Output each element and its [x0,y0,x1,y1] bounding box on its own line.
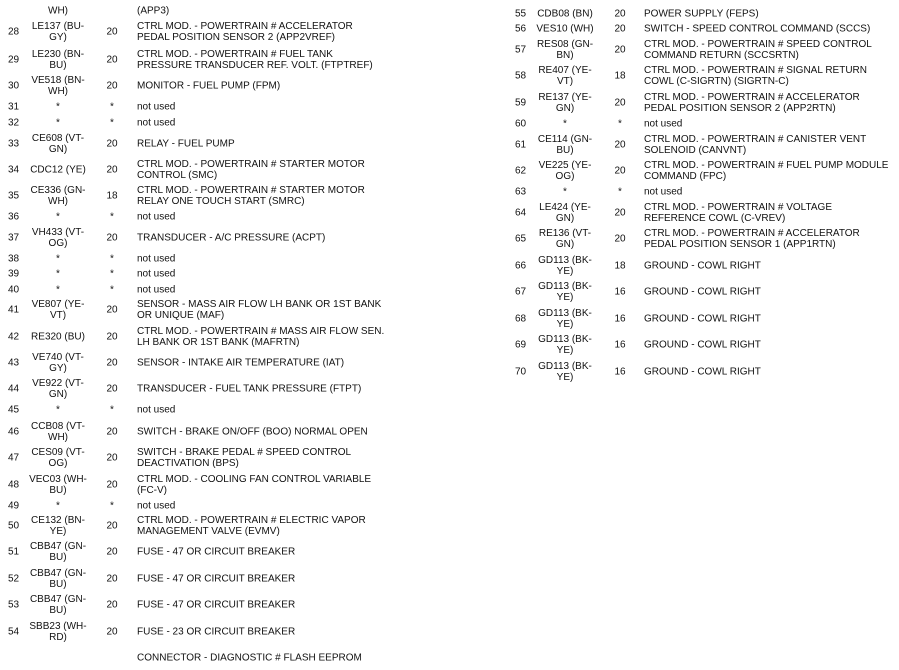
pin-cell: 34 [8,164,20,176]
pin-cell: 36 [8,211,20,223]
description-cell: CTRL MOD. - POWERTRAIN # ACCELERATOR PEDAL POSITION SENSOR 1 (APP1RTN) [644,228,860,250]
gauge-cell: * [110,404,114,416]
circuit-cell: SBB23 (WH- RD) [29,621,87,643]
pin-cell: 30 [8,80,20,92]
circuit-cell: CE132 (BN- YE) [31,515,85,537]
table-row [0,567,440,591]
table-row [0,420,440,444]
circuit-cell: * [563,118,567,130]
circuit-cell: VE225 (YE- OG) [538,160,592,182]
table-row [0,593,440,617]
table-row [505,64,899,88]
description-cell: CTRL MOD. - POWERTRAIN # VOLTAGE REFERENCE COWL (C-VREV) [644,202,832,224]
circuit-cell: LE424 (YE- GN) [539,202,591,224]
pin-cell: 57 [515,44,527,56]
pin-cell: 56 [515,23,527,35]
pin-cell: 61 [515,139,527,151]
pin-cell: 41 [8,304,20,316]
gauge-cell: 20 [106,331,118,343]
table-row [505,280,899,304]
gauge-cell: * [618,118,622,130]
pin-cell: 58 [515,70,527,82]
table-row [505,38,899,62]
circuit-cell: CBB47 (GN- BU) [29,594,87,616]
circuit-cell: CBB47 (GN- BU) [29,541,87,563]
circuit-cell: VES10 (WH) [536,23,594,35]
gauge-cell: 18 [614,260,626,272]
gauge-cell: 20 [106,54,118,66]
gauge-cell: 18 [614,70,626,82]
description-cell: FUSE - 47 OR CIRCUIT BREAKER [137,573,296,585]
gauge-cell: * [110,253,114,265]
pin-cell: 59 [515,97,527,109]
pin-cell: 64 [515,207,527,219]
gauge-cell: 20 [614,8,626,20]
gauge-cell: 20 [106,383,118,395]
description-cell: FUSE - 47 OR CIRCUIT BREAKER [137,599,296,611]
pin-cell: 68 [515,313,527,325]
description-cell: CTRL MOD. - POWERTRAIN # ACCELERATOR PEDAL POSITION SENSOR 2 (APP2RTN) [644,92,860,114]
description-cell: not used [137,404,176,416]
table-row [505,201,899,225]
circuit-cell: RE137 (YE- GN) [538,92,592,114]
gauge-cell: 20 [106,304,118,316]
description-cell: not used [644,118,683,130]
circuit-cell: CCB08 (VT- WH) [31,421,85,443]
circuit-cell: * [563,186,567,198]
description-cell: GROUND - COWL RIGHT [644,260,761,272]
description-cell: CTRL MOD. - POWERTRAIN # FUEL TANK PRESSURE TRANSDUCER REF. VOLT. (FTPTREF) [137,49,373,71]
circuit-cell: CE114 (GN- BU) [537,134,593,156]
circuit-cell: WH) [48,5,68,17]
table-row [0,20,440,44]
gauge-cell: 20 [106,232,118,244]
gauge-cell: 16 [614,366,626,378]
circuit-cell: VEC03 (WH- BU) [29,474,87,496]
circuit-cell: LE137 (BU- GY) [31,21,85,43]
pin-cell: 32 [8,117,20,129]
circuit-cell: CDC12 (YE) [30,164,86,176]
pin-cell: 60 [515,118,527,130]
circuit-cell: GD113 (BK- YE) [538,308,592,330]
gauge-cell: 16 [614,339,626,351]
gauge-cell: 20 [106,599,118,611]
description-cell: not used [137,101,176,113]
table-row [0,351,440,375]
circuit-cell: * [56,284,60,296]
gauge-cell: * [110,268,114,280]
circuit-cell: RE320 (BU) [31,331,85,343]
gauge-cell: * [110,284,114,296]
circuit-cell: VE807 (YE- VT) [31,299,85,321]
gauge-cell: 20 [106,426,118,438]
pin-cell: 66 [515,260,527,272]
pin-cell: 38 [8,253,20,265]
table-row [505,360,899,384]
gauge-cell: 20 [106,626,118,638]
table-row [0,514,440,538]
pin-cell: 39 [8,268,20,280]
gauge-cell: * [110,211,114,223]
gauge-cell: 20 [106,26,118,38]
description-cell: (APP3) [137,5,170,17]
pin-cell: 44 [8,383,20,395]
table-row [0,0,440,22]
gauge-cell: 20 [614,165,626,177]
table-row [0,48,440,72]
description-cell: MONITOR - FUEL PUMP (FPM) [137,80,281,92]
description-cell: CTRL MOD. - POWERTRAIN # MASS AIR FLOW SEN. LH BANK OR 1ST BANK (MAFRTN) [137,326,385,348]
table-row [505,133,899,157]
description-cell: CTRL MOD. - COOLING FAN CONTROL VARIABLE (FC-V) [137,474,372,496]
circuit-cell: VH433 (VT- OG) [31,227,85,249]
description-cell: CTRL MOD. - POWERTRAIN # FUEL PUMP MODULE COMMAND (FPC) [644,160,889,182]
pin-cell: 35 [8,190,20,202]
table-row [505,254,899,278]
pin-cell: 55 [515,8,527,20]
gauge-cell: 20 [106,452,118,464]
gauge-cell: 20 [614,233,626,245]
pin-cell: 46 [8,426,20,438]
circuit-cell: VE922 (VT- GN) [32,378,84,400]
circuit-cell: GD113 (BK- YE) [538,334,592,356]
pin-cell: 40 [8,284,20,296]
circuit-cell: * [56,500,60,512]
circuit-cell: CDB08 (BN) [537,8,593,20]
table-row [505,307,899,331]
pin-cell: 47 [8,452,20,464]
description-cell: not used [137,500,176,512]
description-cell: not used [137,253,176,265]
circuit-cell: RE136 (VT- GN) [538,228,592,250]
circuit-cell: CBB47 (GN- BU) [29,568,87,590]
description-cell: TRANSDUCER - FUEL TANK PRESSURE (FTPT) [137,383,362,395]
description-cell: GROUND - COWL RIGHT [644,313,761,325]
circuit-cell: * [56,101,60,113]
table-row [0,540,440,564]
description-cell: FUSE - 47 OR CIRCUIT BREAKER [137,546,296,558]
gauge-cell: 20 [106,546,118,558]
circuit-cell: GD113 (BK- YE) [538,281,592,303]
pin-cell: 69 [515,339,527,351]
gauge-cell: * [618,186,622,198]
gauge-cell: 20 [106,138,118,150]
description-cell: GROUND - COWL RIGHT [644,366,761,378]
circuit-cell: * [56,268,60,280]
pin-cell: 48 [8,479,20,491]
gauge-cell: 16 [614,286,626,298]
description-cell: CTRL MOD. - POWERTRAIN # SPEED CONTROL COMMAND RETURN (SCCSRTN) [644,39,872,61]
gauge-cell: 20 [614,207,626,219]
pin-cell: 65 [515,233,527,245]
description-cell: SWITCH - SPEED CONTROL COMMAND (SCCS) [644,23,871,35]
description-cell: GROUND - COWL RIGHT [644,339,761,351]
pin-cell: 70 [515,366,527,378]
circuit-cell: CE608 (VT- GN) [31,133,85,155]
gauge-cell: 20 [614,44,626,56]
pin-cell: 67 [515,286,527,298]
pin-cell: 45 [8,404,20,416]
description-cell: not used [644,186,683,198]
table-row [0,620,440,644]
description-cell: TRANSDUCER - A/C PRESSURE (ACPT) [137,232,326,244]
gauge-cell: * [110,101,114,113]
description-cell: CONNECTOR - DIAGNOSTIC # FLASH EEPROM [137,652,362,664]
circuit-cell: RES08 (GN- BN) [536,39,594,61]
description-cell: SWITCH - BRAKE PEDAL # SPEED CONTROL DEACTIVATION (BPS) [137,447,352,469]
gauge-cell: 20 [614,97,626,109]
pin-cell: 62 [515,165,527,177]
circuit-cell: * [56,404,60,416]
description-cell: RELAY - FUEL PUMP [137,138,235,150]
description-cell: CTRL MOD. - POWERTRAIN # CANISTER VENT SOLENOID (CANVNT) [644,134,867,156]
table-row [0,158,440,182]
table-row [0,298,440,322]
gauge-cell: 20 [106,479,118,491]
pin-cell: 31 [8,101,20,113]
description-cell: CTRL MOD. - POWERTRAIN # STARTER MOTOR RELAY ONE TOUCH START (SMRC) [137,185,365,207]
pin-cell: 51 [8,546,20,558]
gauge-cell: 20 [106,80,118,92]
circuit-cell: GD113 (BK- YE) [538,255,592,277]
pin-cell: 37 [8,232,20,244]
table-row [0,132,440,156]
gauge-cell: 18 [106,190,118,202]
circuit-cell: VE518 (BN- WH) [31,75,85,97]
circuit-cell: * [56,253,60,265]
table-row [505,333,899,357]
table-row [0,646,440,670]
circuit-cell: CE336 (GN- WH) [30,185,86,207]
gauge-cell: 20 [106,573,118,585]
description-cell: FUSE - 23 OR CIRCUIT BREAKER [137,626,296,638]
table-row [0,325,440,349]
pin-cell: 63 [515,186,527,198]
circuit-cell: * [56,117,60,129]
description-cell: not used [137,117,176,129]
circuit-cell: * [56,211,60,223]
description-cell: CTRL MOD. - POWERTRAIN # ELECTRIC VAPOR MANAGEMENT VALVE (EVMV) [137,515,366,537]
description-cell: SENSOR - INTAKE AIR TEMPERATURE (IAT) [137,357,345,369]
description-cell: CTRL MOD. - POWERTRAIN # ACCELERATOR PEDAL POSITION SENSOR 2 (APP2VREF) [137,21,353,43]
description-cell: GROUND - COWL RIGHT [644,286,761,298]
gauge-cell: 20 [106,520,118,532]
gauge-cell: 20 [614,23,626,35]
gauge-cell: 20 [106,357,118,369]
description-cell: CTRL MOD. - POWERTRAIN # SIGNAL RETURN COWL (C-SIGRTN) (SIGRTN-C) [644,65,867,87]
circuit-cell: CES09 (VT- OG) [31,447,85,469]
description-cell: not used [137,211,176,223]
pin-cell: 50 [8,520,20,532]
pin-cell: 52 [8,573,20,585]
table-row [505,227,899,251]
gauge-cell: 20 [106,164,118,176]
gauge-cell: 16 [614,313,626,325]
description-cell: SWITCH - BRAKE ON/OFF (BOO) NORMAL OPEN [137,426,368,438]
description-cell: not used [137,268,176,280]
pin-cell: 49 [8,500,20,512]
description-cell: SENSOR - MASS AIR FLOW LH BANK OR 1ST BANK OR UNIQUE (MAF) [137,299,382,321]
circuit-cell: RE407 (YE- VT) [538,65,592,87]
description-cell: CTRL MOD. - POWERTRAIN # STARTER MOTOR CONTROL (SMC) [137,159,365,181]
circuit-cell: LE230 (BN- BU) [31,49,85,71]
pin-cell: 54 [8,626,20,638]
pin-cell: 42 [8,331,20,343]
gauge-cell: * [110,500,114,512]
gauge-cell: 20 [614,139,626,151]
table-row [0,446,440,470]
description-cell: not used [137,284,176,296]
pin-cell: 43 [8,357,20,369]
pin-cell: 28 [8,26,20,38]
pin-cell: 29 [8,54,20,66]
pin-cell: 53 [8,599,20,611]
gauge-cell: * [110,117,114,129]
pin-cell: 33 [8,138,20,150]
circuit-cell: GD113 (BK- YE) [538,361,592,383]
description-cell: POWER SUPPLY (FEPS) [644,8,759,20]
circuit-cell: VE740 (VT- GY) [32,352,84,374]
table-row [0,398,440,422]
